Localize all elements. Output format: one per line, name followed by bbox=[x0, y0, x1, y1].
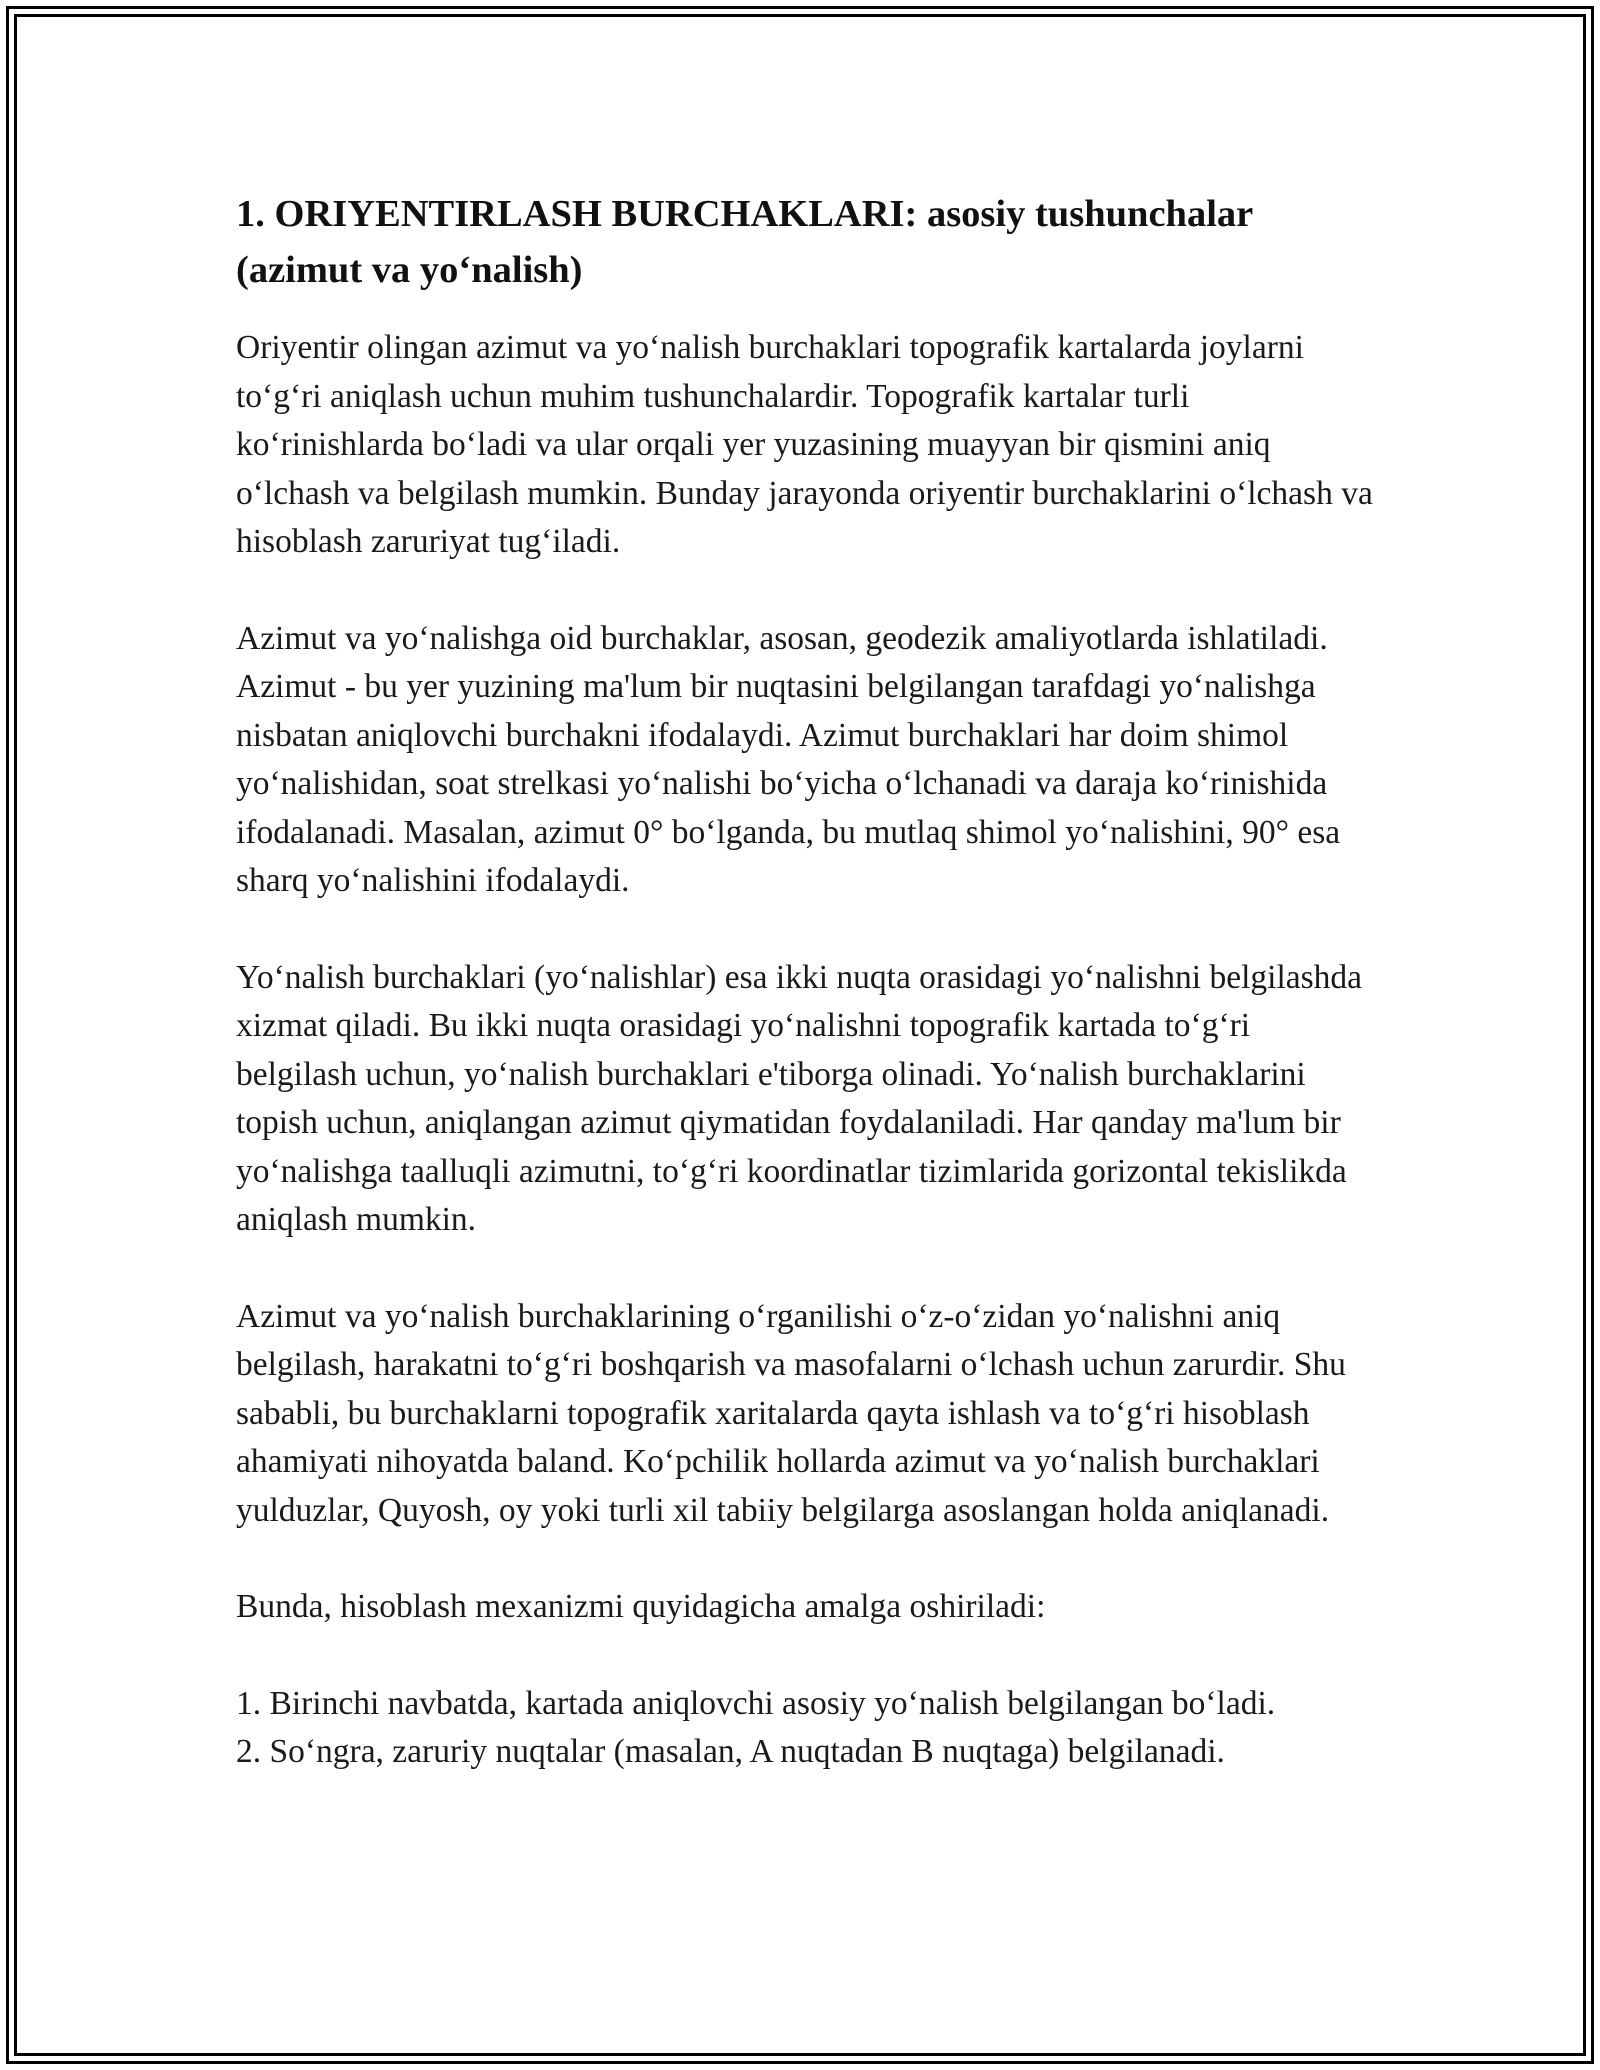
paragraph-intro: Oriyentir olingan azimut va yo‘nalish burchaklari topografik kartalarda joylarni to‘g‘ri aniqlash uchun muhim tushunchalardir. Topografik kartalar turli ko‘rinishlarda bo‘ladi va ular orqali yer yuzasining muayyan bir qismini aniq o‘lchash va belgilash mumkin. Bunday jarayonda oriyentir burchaklarini o‘lchash va hisoblash zaruriyat tug‘iladi. bbox=[236, 329, 1373, 560]
steps-list bbox=[236, 1680, 1376, 1777]
paragraph-azimuth: Azimut va yo‘nalishga oid burchaklar, asosan, geodezik amaliyotlarda ishlatiladi. Azimut - bu yer yuzining ma'lum bir nuqtasini belgilangan tarafdagi yo‘nalishga nisbatan aniqlovchi burchakni ifodalaydi. Azimut burchaklari har doim shimol yo‘nalishidan, soat strelkasi yo‘nalishi bo‘yicha o‘lchanadi va daraja ko‘rinishida ifodalanadi. Masalan, azimut 0° bo‘lganda, bu mutlaq shimol yo‘nalishini, 90° esa sharq yo‘nalishini ifodalaydi. bbox=[236, 619, 1341, 899]
section-heading: 1. ORIYENTIRLASH BURCHAKLARI: asosiy tushunchalar (azimut va yo‘nalish) bbox=[236, 193, 1253, 291]
paragraph-direction-angles: Yo‘nalish burchaklari (yo‘nalishlar) esa ikki nuqta orasidagi yo‘nalishni belgilashda xizmat qiladi. Bu ikki nuqta orasidagi yo‘nalishni topografik kartada to‘g‘ri belgilash uchun, yo‘nalish burchaklari e'tiborga olinadi. Yo‘nalish burchaklarini topish uchun, aniqlangan azimut qiymatidan foydalaniladi. Har qanday ma'lum bir yo‘nalishga taalluqli azimutni, to‘g‘ri koordinatlar tizimlarida gorizontal tekislikda aniqlash mumkin. bbox=[236, 958, 1363, 1238]
document-body bbox=[236, 186, 1376, 1777]
list-item: 2. So‘ngra, zaruriy nuqtalar (masalan, A nuqtadan B nuqtaga) belgilanadi. bbox=[236, 1733, 1225, 1770]
list-item: 1. Birinchi navbatda, kartada aniqlovchi asosiy yo‘nalish belgilangan bo‘ladi. bbox=[236, 1684, 1276, 1722]
paragraph-importance: Azimut va yo‘nalish burchaklarining o‘rganilishi o‘z-o‘zidan yo‘nalishni aniq belgilash, harakatni to‘g‘ri boshqarish va masofalarni o‘lchash uchun zarurdir. Shu sababli, bu burchaklarni topografik xaritalarda qayta ishlash va to‘g‘ri hisoblash ahamiyati nihoyatda baland. Ko‘pchilik hollarda azimut va yo‘nalish burchaklari yulduzlar, Quyosh, oy yoki turli xil tabiiy belgilarga asoslangan holda aniqlanadi. bbox=[236, 1297, 1346, 1529]
paragraph-method-intro: Bunda, hisoblash mexanizmi quyidagicha amalga oshiriladi: bbox=[236, 1588, 1046, 1625]
